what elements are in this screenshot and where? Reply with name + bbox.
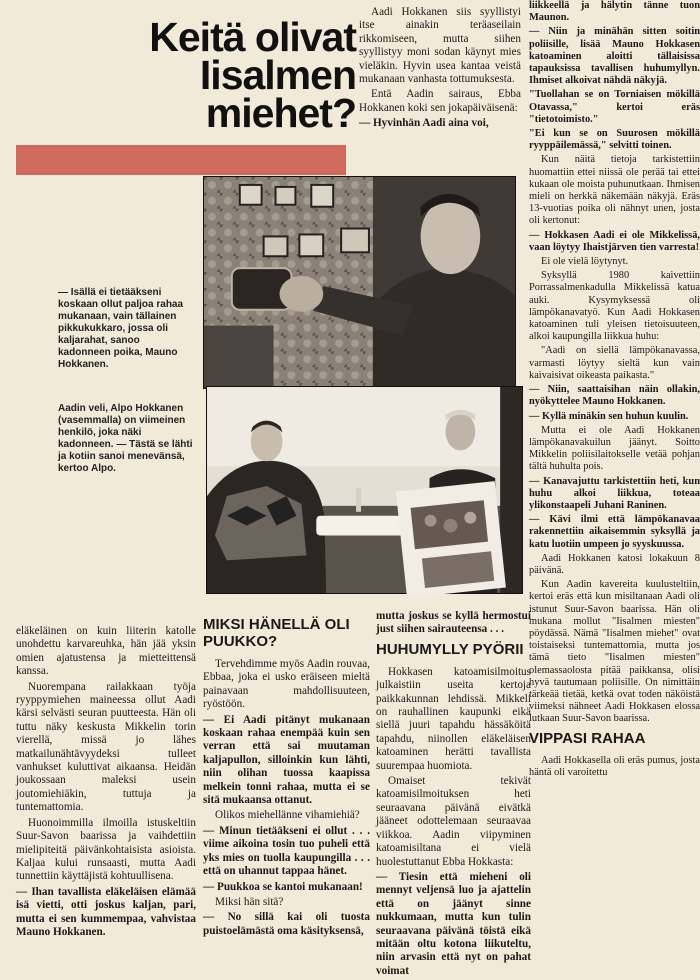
paragraph: liikkeellä ja hälytin tänne tuon Maunon. (529, 0, 700, 24)
quote: — Hokkasen Aadi ei ole Mikkelissä, vaan löytyy Ihaistjärven tien varresta! (529, 229, 700, 253)
headline-line-1: Keitä olivat (149, 14, 356, 60)
headline (108, 14, 356, 136)
quote: — Kanavajuttu tarkistettiin heti, kun huhu alkoi liikkua, toteaa ylikonstaapeli Juhani Raninen. (529, 475, 700, 511)
quote: — Tiesin että mieheni oli mennyt veljensä luo ja ajattelin että on jäänyt sinne nukkumaan, mutta kun tulin seuraavana päivänä töistä eikä mitään oltu kotona liikuteltu, niin arvasin että nyt on pahat voimat (376, 870, 531, 977)
article-column-1 (16, 625, 196, 941)
photo-2-image (207, 387, 522, 593)
paragraph: Nuorempana railakkaan työja ryyppymiehen maineessa ollut Aadi kärsi selvästi seuran puutteesta. Hän oli tuttu näky keskusta Mikkelin torin vierellä, missä jo lähes matkailunähtävyydeksi tulleet vanhukset kuluttivat aikaansa. Heidän joukossaan maleksi usein joutomiehiäkin, tuttuja ja tuntemattomia. (16, 680, 196, 814)
paragraph: Aadi Hokkasella oli eräs pumus, josta häntä oli varoitettu (529, 754, 700, 778)
paragraph: Entä Aadin sairaus, Ebba Hokkanen koki sen jokapäiväisenä: (359, 88, 521, 114)
quote: — Ihan tavallista eläkeläisen elämää isä vietti, otti joskus kaljan, pari, mutta ei sen kummempaa, vahvistaa Mauno Hokkanen. (16, 885, 196, 938)
quote: — Kyllä minäkin sen huhun kuulin. (529, 410, 689, 422)
caption-photo-2: Aadin veli, Alpo Hokkanen (vasemmalla) on viimeinen henkilö, joka näki kadonneen. — Tästä se lähti ja kotiin sanoi menevänsä, kertoo Alpo. (58, 403, 193, 474)
paragraph: Kun näitä tietoja tarkistettiin huomattiin ettei niissä ole perää tai ettei kukaan ole moista puhunutkaan. Ihmisen mieli on herkkä näkemään näkyjä. Eräs 13-vuotias poika oli nähnyt unen, josta oli kertonut: (529, 154, 700, 227)
quote: mutta joskus se kyllä hermostui just siihen sairauteensa . . . (376, 610, 531, 636)
photo-alpo-hokkanen (206, 386, 523, 594)
paragraph: Olikos miehellänne vihamiehiä? (215, 809, 360, 822)
quote: — Minun tietääkseni ei ollut . . . viime aikoina tosin tuo puheli että yks mies on tuolla kaupungilla . . . että on uhannut tappaa hänet. (203, 824, 370, 878)
headline-line-2: Iisalmen (199, 52, 356, 98)
subheading-huhumylly: HUHUMYLLY PYÖRII (376, 640, 524, 658)
paragraph: eläkeläinen on kuin liiterin katolle unohdettu karvareuhka, hän jää yksin omien ajatustensa ja mietteittensä kanssa. (16, 625, 196, 678)
quote: — Niin ja minähän sitten soitin poliisille, lisää Mauno Hokkasen katoaminen aloitti tällaisissa tapauksissa tavallisen huhumyllyn. Ihmiset alkoivat nähdä näkyjä. (529, 26, 700, 87)
article-column-3 (376, 610, 531, 980)
paragraph: Omaiset tekivät katoamisilmoituksen heti seuraavana päivänä eivätkä jääneet odottelemaan seuraavaa viikkoa. Aadin viipyminen katoamisiltana ei vielä huolestuttanut Ebba Hokkasta: (376, 775, 531, 868)
subheading-vippasi-rahaa: VIPPASI RAHAA (529, 729, 646, 747)
article-column-top (359, 6, 521, 133)
paragraph: Aadi Hokkanen siis syyllistyi itse ainakin teräaseilain rikkomiseen, mutta siihen syyllistyy moni sodan käynyt mies vieläkin. Hyvin usea kantaa veistä mukanaan vanhasta tottumuksesta. (359, 6, 521, 86)
quote: — No sillä kai oli tuosta puistoelämästä oma käsityksensä, (203, 911, 370, 937)
quote: "Ei kun se on Suurosen mökillä ryyppäilemässä," selvitti toinen. (529, 128, 700, 152)
photo-mauno-hokkanen (203, 176, 516, 389)
quote: — Ei Aadi pitänyt mukanaan koskaan rahaa enempää kuin sen verran että sai muutaman kaljapullon, silloinkin kun lähti, niin olihan tuossa kaapissa melkein tonni rahaa, mutta ei se sitä mukaansa ottanut. (203, 713, 370, 807)
paragraph: Aadi Hokkanen katosi lokakuun 8 päivänä. (529, 552, 700, 576)
article-column-2 (203, 612, 370, 940)
red-accent-bar (16, 145, 346, 175)
article-column-4 (529, 0, 700, 781)
paragraph: Mutta ei ole Aadi Hokkanen lämpökanavakuilun jäänyt. Soitto Mikkelin poliisilaitokselle vetää pohjan tältä huhulta pois. (529, 424, 700, 473)
paragraph: Tervehdimme myös Aadin rouvaa, Ebbaa, joka ei usko eräiseen mieltä painavaan mahdollisuuteen, ryöstöön. (203, 658, 370, 711)
paragraph: Syksyllä 1980 kaivettiin Porrassalmenkadulla Mikkelissä katua auki. Kysymyksessä oli lämpökanavatyö. Kun Aadi Hokkasen katoaminen tuli yleisen tietoisuuteen, alkoi kaupungilla liikkua huhu: (529, 270, 700, 343)
paragraph: Miksi hän sitä? (215, 895, 284, 908)
paragraph: Ei ole vielä löytynyt. (541, 256, 629, 268)
quote: — Kävi ilmi että lämpökanavaa rakennettiin aikaisemmin syksyllä ja katu luotiin umpeen jo syyskuussa. (529, 514, 700, 550)
paragraph: Hokkasen katoamisilmoitus julkaistiin useita kertoja paikkakunnan lehdissä. Mikkeli on rauhallinen kaupunki eikä siellä juuri tapahdu hässäköitä tapahdu, niinollen eläkeläisen katoaminen herätti tavallista suurempaa huomiota. (376, 665, 531, 772)
quote: — Niin, saattaisihan näin ollakin, nyökyttelee Mauno Hokkanen. (529, 384, 700, 408)
headline-line-3: miehet? (205, 90, 356, 136)
quote: "Tuollahan se on Torniaisen mökillä Otavassa," kertoi eräs "tietotoimisto." (529, 89, 700, 125)
quote: — Puukkoa se kantoi mukanaan! (203, 880, 363, 893)
paragraph: Huonoimmilla ilmoilla istuskeltiin Suur-Savon baarissa ja vaihdettiin mielipiteitä päivänkohtaisista asioista. Kaljaa kului runsaasti, mutta Aadi tunnettiin käyttäjistä kohtuullisena. (16, 816, 196, 883)
subheading-miksi-puukko: MIKSI HÄNELLÄ OLI PUUKKO? (203, 616, 350, 650)
photo-1-image (204, 177, 515, 388)
quote: — Hyvinhän Aadi aina voi, (359, 117, 489, 130)
paragraph: "Aadi on siellä lämpökanavassa, varmasti löytyy sieltä kun vain kaivaisivat oikeasta paikasta." (529, 345, 700, 381)
caption-photo-1: — Isällä ei tietääkseni koskaan ollut paljoa rahaa mukanaan, vain tällainen pikkukukkaro, jossa oli kaljarahat, sanoo kadonneen poika, Mauno Hokkanen. (58, 287, 184, 370)
paragraph: Kun Aadin kavereita kuulusteltiin, kertoi eräs että kun misiltanaan Aadi oli istunut Suur-Savon baarissa. Hän oli mukana mollut "Iisalmen miesten" pöydässä. Nämä "Iisalmen miehet" ovat toistaiseksi tuntemattomia, mutta jos tämä tieto "Iisalmen miesten" olemassaolosta pitää paikkansa, olisi hyvä tautumaan poliisille. On nimittäin tärkeää tietää, ketkä ovat toden näköistä viimeksi nähneet Aadi Hokkasen elossa lutkaan Suur-Savon baarissa. (529, 579, 700, 725)
